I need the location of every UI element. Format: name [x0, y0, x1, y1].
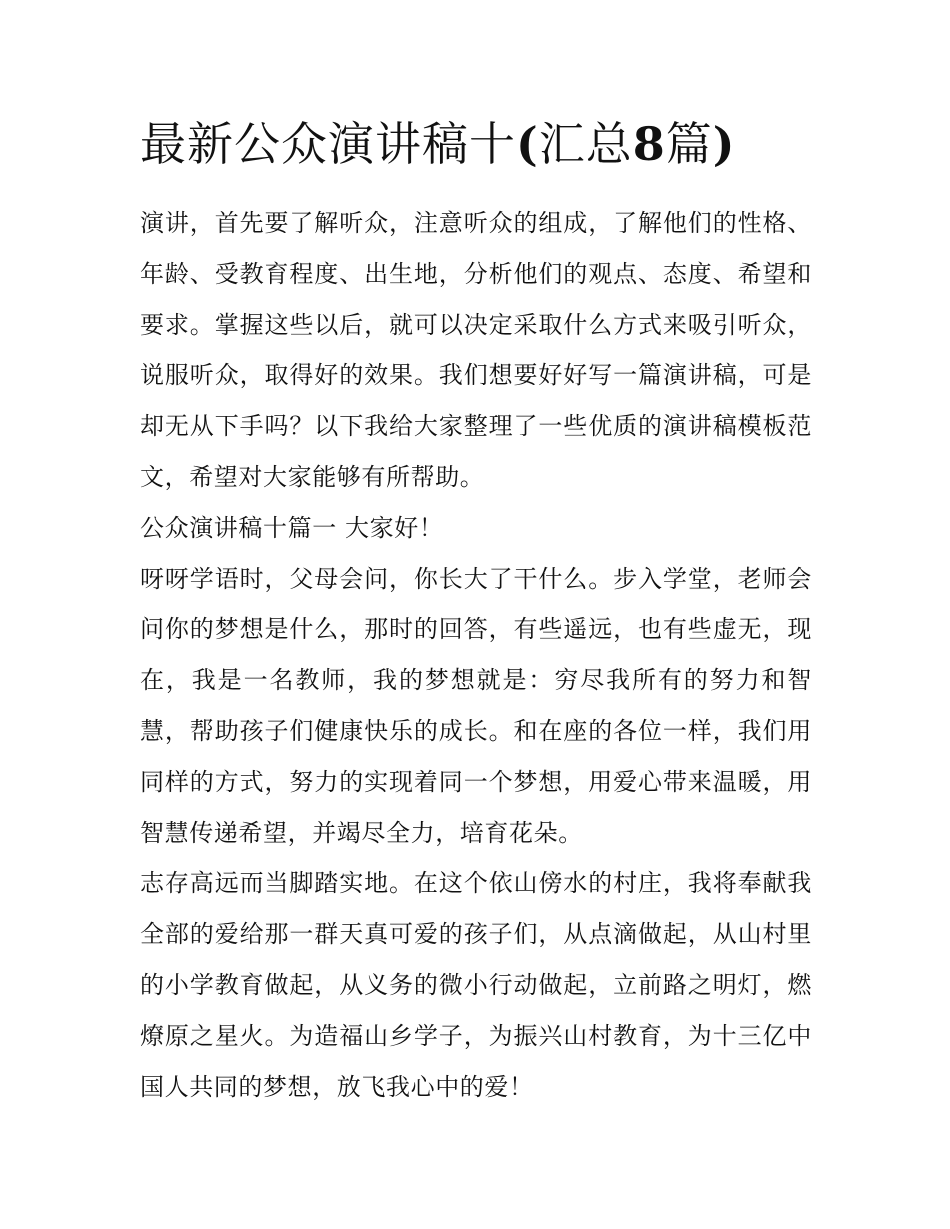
document-body — [140, 198, 812, 1112]
intro-paragraph: 演讲，首先要了解听众，注意听众的组成，了解他们的性格、年龄、受教育程度、出生地，分析他们的观点、态度、希望和要求。掌握这些以后，就可以决定采取什么方式来吸引听众，说服听众，取得好的效果。我们想要好好写一篇演讲稿，可是却无从下手吗？以下我给大家整理了一些优质的演讲稿模板范文，希望对大家能够有所帮助。 — [140, 209, 812, 491]
title-open-paren: ( — [516, 117, 539, 171]
title-prefix: 最新公众演讲稿十 — [140, 117, 516, 171]
section-heading-paragraph: 公众演讲稿十篇一 大家好！ — [140, 513, 444, 542]
document-title — [140, 112, 860, 176]
title-mid: 汇总 — [538, 117, 633, 171]
title-close-paren: ) — [712, 117, 736, 171]
title-end: 篇 — [665, 117, 713, 171]
body-paragraph: 志存高远而当脚踏实地。在这个依山傍水的村庄，我将奉献我全部的爱给那一群天真可爱的孩子们，从点滴做起，从山村里的小学教育做起，从义务的微小行动做起，立前路之明灯，燃燎原之星火。为造福山乡学子，为振兴山村教育，为十三亿中国人共同的梦想，放飞我心中的爱！ — [140, 869, 812, 1101]
body-paragraph: 呀呀学语时，父母会问，你长大了干什么。步入学堂，老师会问你的梦想是什么，那时的回答，有些遥远，也有些虚无，现在，我是一名教师，我的梦想就是：穷尽我所有的努力和智慧，帮助孩子们健康快乐的成长。和在座的各位一样，我们用同样的方式，努力的实现着同一个梦想，用爱心带来温暖，用智慧传递希望，并竭尽全力，培育花朵。 — [140, 564, 812, 847]
title-number: 8 — [632, 117, 666, 171]
